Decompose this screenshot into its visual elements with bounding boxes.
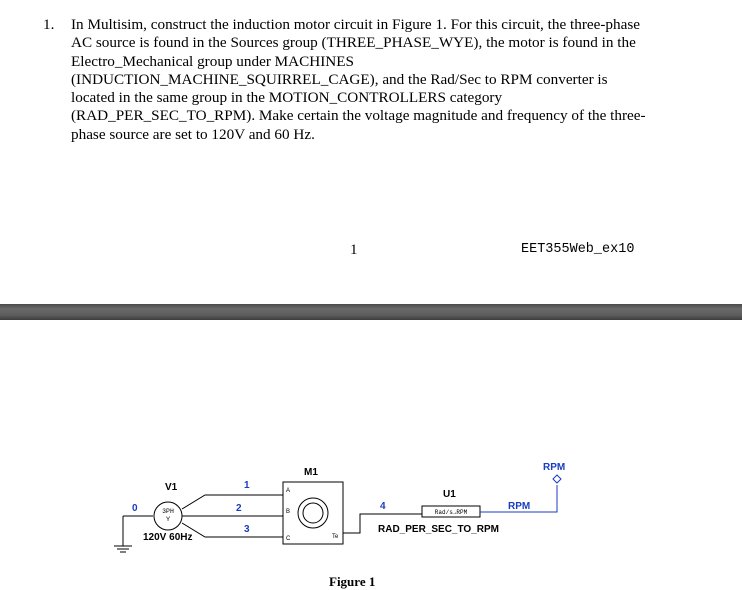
phase-wires	[182, 495, 283, 537]
page-number: 1	[350, 242, 358, 258]
circuit-schematic	[0, 320, 742, 588]
document-id: EET355Web_ex10	[521, 242, 635, 257]
probe-diamond-icon	[553, 475, 561, 483]
probe-label: RPM	[543, 462, 566, 473]
source-rating: 120V 60Hz	[143, 532, 193, 543]
converter-part: RAD_PER_SEC_TO_RPM	[378, 524, 499, 535]
motor-terminal-b: B	[286, 509, 291, 515]
converter-output-label: RPM	[508, 501, 531, 512]
converter-symbol: Rad/s→RPM	[434, 509, 468, 516]
motor-label: M1	[304, 467, 318, 478]
motor-terminal-a: A	[286, 488, 291, 494]
page-separator	[0, 304, 742, 320]
document-page-2	[0, 320, 742, 588]
question-number: 1.	[43, 16, 55, 33]
node-2-label: 2	[236, 503, 242, 514]
node-1-label: 1	[244, 480, 250, 491]
node-4-label: 4	[380, 501, 386, 512]
source-wye: Y	[165, 516, 171, 523]
node-0-label: 0	[132, 503, 138, 514]
motor-torque-terminal: Te	[332, 534, 339, 540]
ground-symbol	[114, 516, 132, 552]
source-label: V1	[165, 482, 178, 493]
figure-caption: Figure 1	[329, 574, 376, 589]
question-text: In Multisim, construct the induction motor circuit in Figure 1. For this circuit, the three-phase AC source is found in the Sources group (THREE_PHASE_WYE), the motor is found in the Electro_Mechanical group under MACHINES (INDUCTION_MACHINE_SQUIRREL_CAGE), and the Rad/Sec to RPM converter is located in the same group in the MOTION_CONTROLLERS category (RAD_PER_SEC_TO_RPM). Make certain the voltage magnitude and frequency of the three-phase source are set to 120V and 60 Hz.	[71, 16, 646, 143]
converter-label: U1	[443, 489, 456, 500]
node-3-label: 3	[244, 524, 250, 535]
motor-terminal-c: C	[286, 536, 291, 542]
source-symbol: 3PH	[162, 508, 174, 515]
